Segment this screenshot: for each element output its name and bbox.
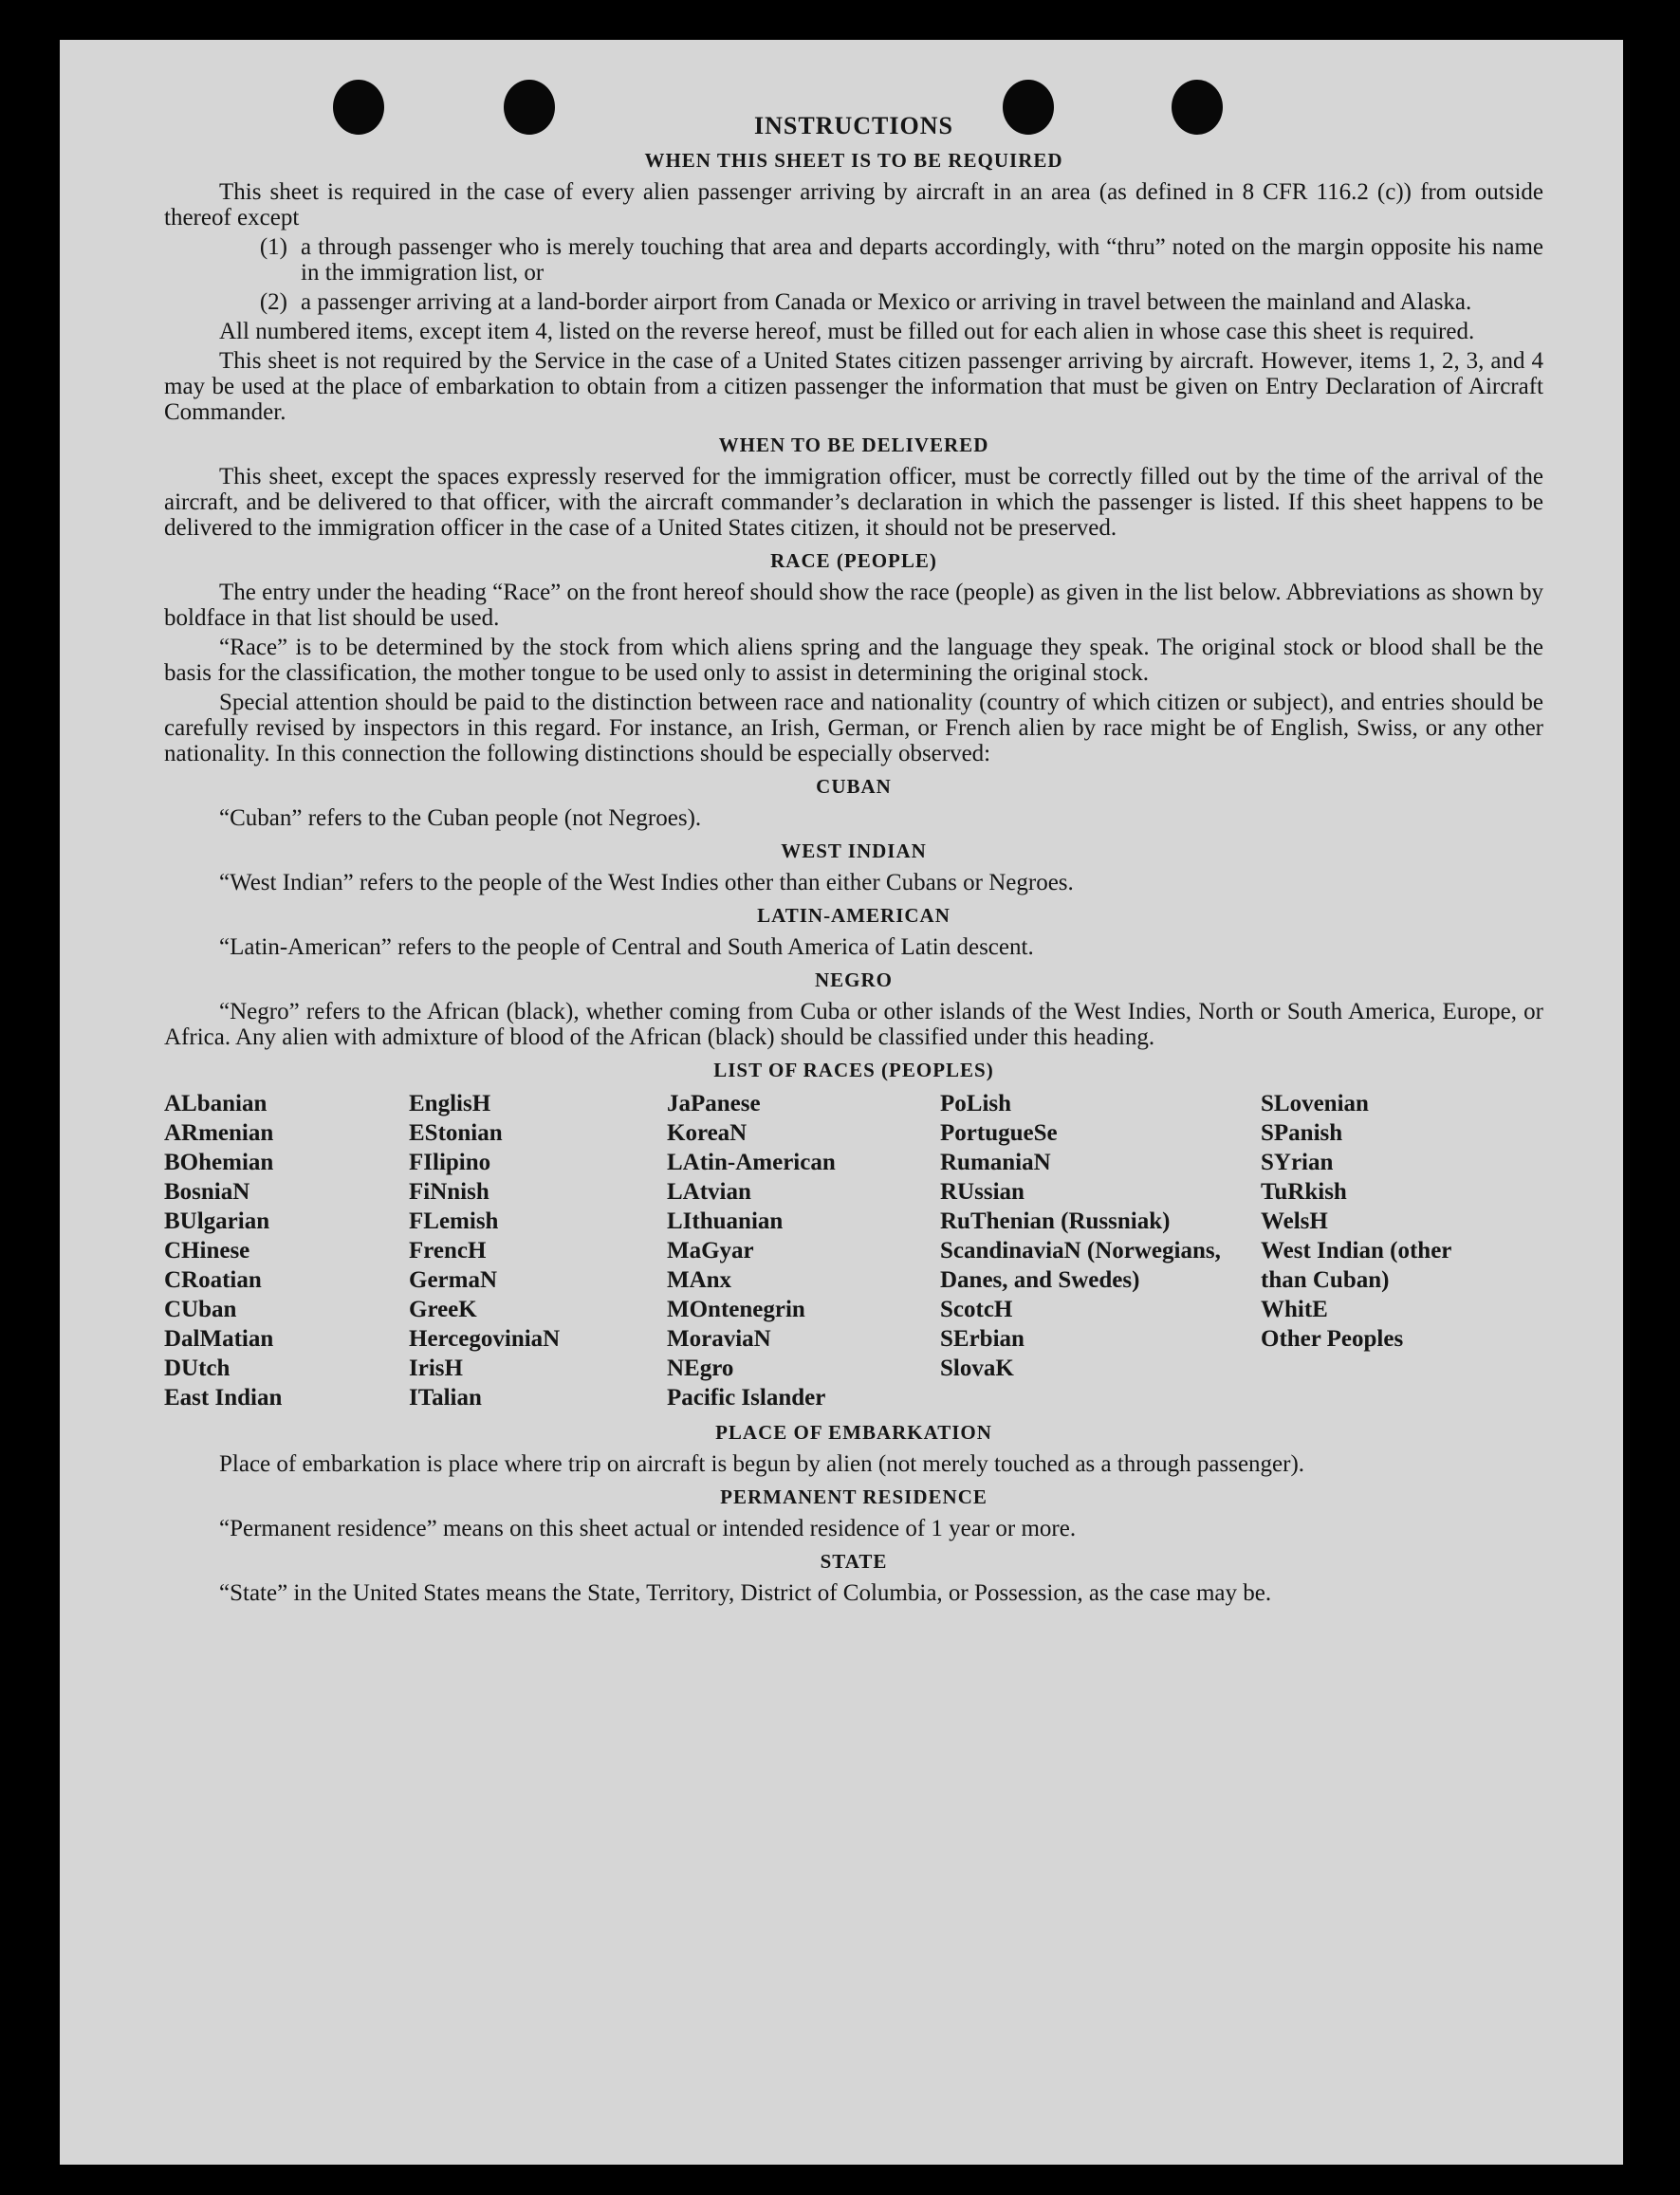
race-item: LAtin-American: [667, 1150, 836, 1175]
race-item: Pacific Islander: [667, 1385, 826, 1411]
race-item: FLemish: [409, 1208, 499, 1234]
section-heading-negro: NEGRO: [814, 968, 893, 991]
race-item: MAnx: [667, 1267, 732, 1293]
race-item: PortugueSe: [940, 1120, 1058, 1146]
section-heading-west-indian: WEST INDIAN: [781, 839, 927, 862]
list-item: [164, 234, 1543, 286]
paragraph: “Race” is to be determined by the stock from which aliens spring and the language they speak. The original stock or blood shall be the basis for the classification, the mother tongue to be used only to assist in determining the original stock.: [164, 635, 1543, 686]
race-item: MoraviaN: [667, 1326, 771, 1352]
race-item: ARmenian: [164, 1120, 274, 1146]
race-item: FIlipino: [409, 1150, 491, 1175]
punch-hole: [504, 80, 555, 135]
race-item: LIthuanian: [667, 1208, 784, 1234]
race-item: CRoatian: [164, 1267, 262, 1293]
race-item: ITalian: [409, 1385, 482, 1411]
document-sheet: [60, 40, 1623, 2165]
item-text: a through passenger who is merely touching that area and departs accordingly, with “thru” noted on the margin opposite his name in the immigration list, or: [301, 234, 1543, 286]
race-item: GreeK: [409, 1297, 477, 1322]
paragraph: Place of embarkation is place where trip on aircraft is begun by alien (not merely touched as a through passenger).: [219, 1451, 1305, 1477]
race-column: [164, 1089, 409, 1412]
race-item: RumaniaN: [940, 1150, 1051, 1175]
race-item: East Indian: [164, 1385, 283, 1411]
section-heading-delivered: WHEN TO BE DELIVERED: [718, 433, 989, 456]
race-item: DalMatian: [164, 1326, 274, 1352]
paragraph: All numbered items, except item 4, listed on the reverse hereof, must be filled out for each alien in whose case this sheet is required.: [219, 319, 1475, 344]
punch-hole: [1003, 80, 1054, 135]
section-heading-state: STATE: [820, 1550, 888, 1573]
section-heading-residence: PERMANENT RESIDENCE: [720, 1485, 988, 1508]
race-item: HercegoviniaN: [409, 1326, 561, 1352]
paragraph: “State” in the United States means the State, Territory, District of Columbia, or Possession, as the case may be.: [219, 1580, 1272, 1606]
race-item: WelsH: [1261, 1208, 1328, 1234]
paragraph: Special attention should be paid to the distinction between race and nationality (country of which citizen or subject), and entries should be carefully revised by inspectors in this regard. For instance, an Irish, German, or French alien by race might be of English, Swiss, or any other nationality. In this connection the following distinctions should be especially observed:: [164, 690, 1543, 766]
race-column: [940, 1089, 1261, 1412]
paragraph: “West Indian” refers to the people of the West Indies other than either Cubans or Negroes.: [219, 870, 1074, 895]
race-item: NEgro: [667, 1356, 734, 1381]
item-number: (2): [259, 289, 287, 315]
paragraph: “Latin-American” refers to the people of Central and South America of Latin descent.: [219, 934, 1034, 960]
section-heading-latin-american: LATIN-AMERICAN: [757, 904, 951, 927]
paragraph: The entry under the heading “Race” on the front hereof should show the race (people) as given in the list below. Abbreviations as shown by boldface in that list should be used.: [164, 580, 1543, 631]
race-column: [409, 1089, 667, 1412]
race-item: BUlgarian: [164, 1208, 270, 1234]
race-list: [164, 1089, 1543, 1412]
section-heading-list-of-races: LIST OF RACES (PEOPLES): [713, 1059, 994, 1081]
race-item: DUtch: [164, 1356, 231, 1381]
race-item: BosniaN: [164, 1179, 250, 1205]
race-item: PoLish: [940, 1091, 1012, 1116]
page-title: INSTRUCTIONS: [754, 112, 953, 139]
race-item: BOhemian: [164, 1150, 274, 1175]
paragraph: “Negro” refers to the African (black), whether coming from Cuba or other islands of the West Indies, North or South America, Europe, or Africa. Any alien with admixture of blood of the African (black) should be classified under this heading.: [164, 999, 1543, 1050]
section-heading-cuban: CUBAN: [816, 775, 892, 798]
section-heading-required: WHEN THIS SHEET IS TO BE REQUIRED: [644, 149, 1063, 172]
race-item: TuRkish: [1261, 1179, 1347, 1205]
race-item: JaPanese: [667, 1091, 761, 1116]
race-item: CUban: [164, 1297, 237, 1322]
race-column: [1261, 1089, 1498, 1412]
race-item: SYrian: [1261, 1150, 1334, 1175]
race-item: SLovenian: [1261, 1091, 1369, 1116]
list-item: [164, 289, 1543, 315]
race-item: FiNnish: [409, 1179, 489, 1205]
race-item: EnglisH: [409, 1091, 491, 1116]
section-heading-embarkation: PLACE OF EMBARKATION: [715, 1421, 992, 1444]
punch-hole: [333, 80, 384, 135]
race-item: EStonian: [409, 1120, 503, 1146]
race-item: KoreaN: [667, 1120, 748, 1146]
race-item: IrisH: [409, 1356, 463, 1381]
race-item: Other Peoples: [1261, 1326, 1404, 1352]
race-column: [667, 1089, 940, 1412]
race-item: MOntenegrin: [667, 1297, 805, 1322]
paragraph: “Permanent residence” means on this sheet actual or intended residence of 1 year or more.: [219, 1516, 1077, 1541]
paragraph: This sheet is required in the case of every alien passenger arriving by aircraft in an area (as defined in 8 CFR 116.2 (c)) from outside thereof except: [164, 179, 1543, 231]
item-number: (1): [259, 234, 287, 260]
race-item: WhitE: [1261, 1297, 1328, 1322]
race-item: SlovaK: [940, 1356, 1014, 1381]
punch-hole: [1172, 80, 1223, 135]
race-item: MaGyar: [667, 1238, 754, 1264]
race-item: LAtvian: [667, 1179, 751, 1205]
race-item: CHinese: [164, 1238, 250, 1264]
section-heading-race: RACE (PEOPLE): [770, 549, 937, 572]
paragraph: “Cuban” refers to the Cuban people (not Negroes).: [219, 805, 702, 831]
race-item: GermaN: [409, 1267, 498, 1293]
item-text: a passenger arriving at a land-border airport from Canada or Mexico or arriving in travel between the mainland and Alaska.: [301, 289, 1472, 315]
race-item: ScotcH: [940, 1297, 1013, 1322]
race-item: West Indian (other than Cuban): [1261, 1238, 1451, 1293]
race-item: SPanish: [1261, 1120, 1343, 1146]
race-item: ScandinaviaN (Norwegians, Danes, and Swedes): [940, 1238, 1221, 1293]
race-item: FrencH: [409, 1238, 487, 1264]
race-item: ALbanian: [164, 1091, 268, 1116]
race-item: SErbian: [940, 1326, 1025, 1352]
race-item: RUssian: [940, 1179, 1025, 1205]
paragraph: This sheet is not required by the Service in the case of a United States citizen passenger arriving by aircraft. However, items 1, 2, 3, and 4 may be used at the place of embarkation to obtain from a citizen passenger the information that must be given on Entry Declaration of Aircraft Commander.: [164, 348, 1543, 425]
race-item: RuThenian (Russniak): [940, 1208, 1171, 1234]
paragraph: This sheet, except the spaces expressly reserved for the immigration officer, must be correctly filled out by the time of the arrival of the aircraft, and be delivered to that officer, with the aircraft commander’s declaration in which the passenger is listed. If this sheet happens to be delivered to the immigration officer in the case of a United States citizen, it should not be preserved.: [164, 464, 1543, 541]
